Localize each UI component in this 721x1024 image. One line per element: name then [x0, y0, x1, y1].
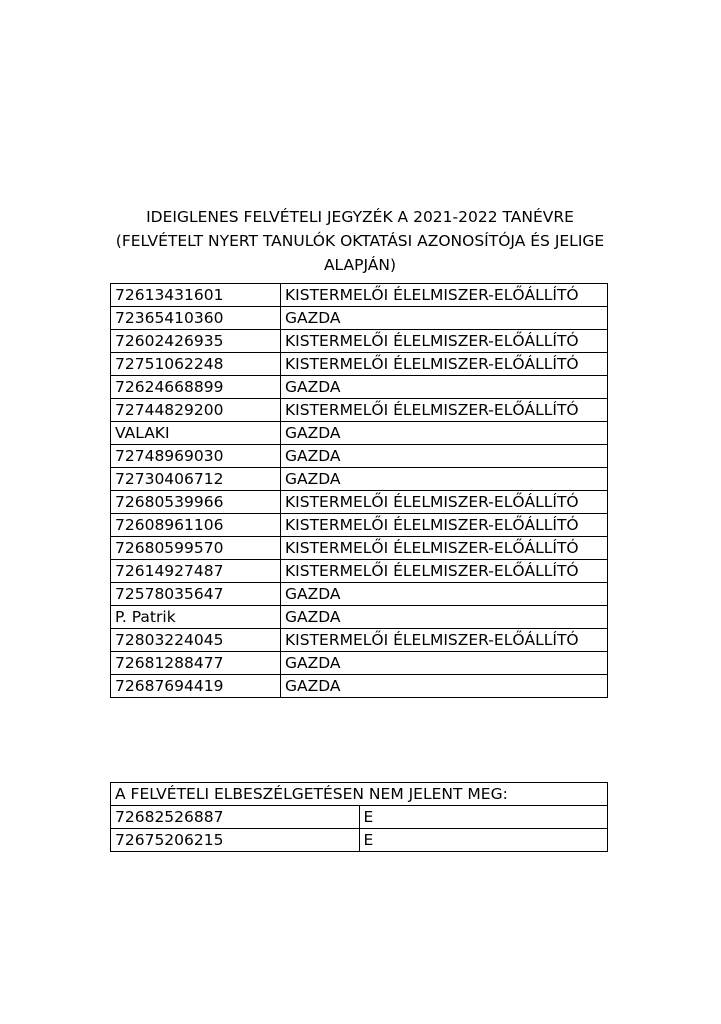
table-row: [111, 652, 608, 675]
jelige-cell: E: [359, 806, 608, 829]
absent-table: [110, 782, 608, 852]
student-id-cell: 72365410360: [111, 307, 281, 330]
student-id-cell: 72624668899: [111, 376, 281, 399]
table-row: [111, 537, 608, 560]
student-id-cell: 72730406712: [111, 468, 281, 491]
student-id-cell: 72675206215: [111, 829, 360, 852]
document-heading: [100, 205, 620, 277]
table-row: [111, 422, 608, 445]
jelige-cell: KISTERMELŐI ÉLELMISZER-ELŐÁLLÍTÓ: [281, 491, 608, 514]
student-id-cell: 72744829200: [111, 399, 281, 422]
jelige-cell: KISTERMELŐI ÉLELMISZER-ELŐÁLLÍTÓ: [281, 284, 608, 307]
table-row: [111, 514, 608, 537]
student-id-cell: 72681288477: [111, 652, 281, 675]
heading-line-2: (FELVÉTELT NYERT TANULÓK OKTATÁSI AZONOSÍTÓJA ÉS JELIGE: [115, 232, 605, 250]
jelige-cell: KISTERMELŐI ÉLELMISZER-ELŐÁLLÍTÓ: [281, 330, 608, 353]
table-row: [111, 284, 608, 307]
jelige-cell: GAZDA: [281, 422, 608, 445]
table-row: [111, 307, 608, 330]
table-row: [111, 675, 608, 698]
student-id-cell: 72682526887: [111, 806, 360, 829]
jelige-cell: KISTERMELŐI ÉLELMISZER-ELŐÁLLÍTÓ: [281, 537, 608, 560]
table-row: [111, 468, 608, 491]
student-id-cell: VALAKI: [111, 422, 281, 445]
absent-title-row: [111, 783, 608, 806]
jelige-cell: GAZDA: [281, 445, 608, 468]
jelige-cell: KISTERMELŐI ÉLELMISZER-ELŐÁLLÍTÓ: [281, 353, 608, 376]
student-id-cell: 72578035647: [111, 583, 281, 606]
admission-table: [110, 283, 608, 698]
jelige-cell: GAZDA: [281, 675, 608, 698]
table-row: [111, 629, 608, 652]
student-id-cell: 72751062248: [111, 353, 281, 376]
jelige-cell: GAZDA: [281, 583, 608, 606]
jelige-cell: GAZDA: [281, 468, 608, 491]
student-id-cell: 72748969030: [111, 445, 281, 468]
student-id-cell: 72680599570: [111, 537, 281, 560]
jelige-cell: KISTERMELŐI ÉLELMISZER-ELŐÁLLÍTÓ: [281, 629, 608, 652]
student-id-cell: P. Patrik: [111, 606, 281, 629]
jelige-cell: E: [359, 829, 608, 852]
student-id-cell: 72803224045: [111, 629, 281, 652]
student-id-cell: 72614927487: [111, 560, 281, 583]
student-id-cell: 72613431601: [111, 284, 281, 307]
table-row: [111, 330, 608, 353]
table-row: [111, 606, 608, 629]
table-row: [111, 399, 608, 422]
table-row: [111, 376, 608, 399]
table-row: [111, 491, 608, 514]
admission-table-body: [111, 284, 608, 698]
jelige-cell: KISTERMELŐI ÉLELMISZER-ELŐÁLLÍTÓ: [281, 399, 608, 422]
jelige-cell: KISTERMELŐI ÉLELMISZER-ELŐÁLLÍTÓ: [281, 514, 608, 537]
student-id-cell: 72608961106: [111, 514, 281, 537]
absent-table-body: [111, 783, 608, 852]
absent-title: A FELVÉTELI ELBESZÉLGETÉSEN NEM JELENT MEG:: [111, 783, 608, 806]
table-row: [111, 353, 608, 376]
jelige-cell: GAZDA: [281, 606, 608, 629]
student-id-cell: 72680539966: [111, 491, 281, 514]
jelige-cell: KISTERMELŐI ÉLELMISZER-ELŐÁLLÍTÓ: [281, 560, 608, 583]
student-id-cell: 72602426935: [111, 330, 281, 353]
table-row: [111, 829, 608, 852]
table-row: [111, 560, 608, 583]
student-id-cell: 72687694419: [111, 675, 281, 698]
jelige-cell: GAZDA: [281, 376, 608, 399]
jelige-cell: GAZDA: [281, 307, 608, 330]
heading-line-1: IDEIGLENES FELVÉTELI JEGYZÉK A 2021-2022 TANÉVRE: [146, 208, 574, 226]
heading-line-3: ALAPJÁN): [323, 256, 397, 274]
table-row: [111, 806, 608, 829]
table-row: [111, 445, 608, 468]
table-row: [111, 583, 608, 606]
jelige-cell: GAZDA: [281, 652, 608, 675]
